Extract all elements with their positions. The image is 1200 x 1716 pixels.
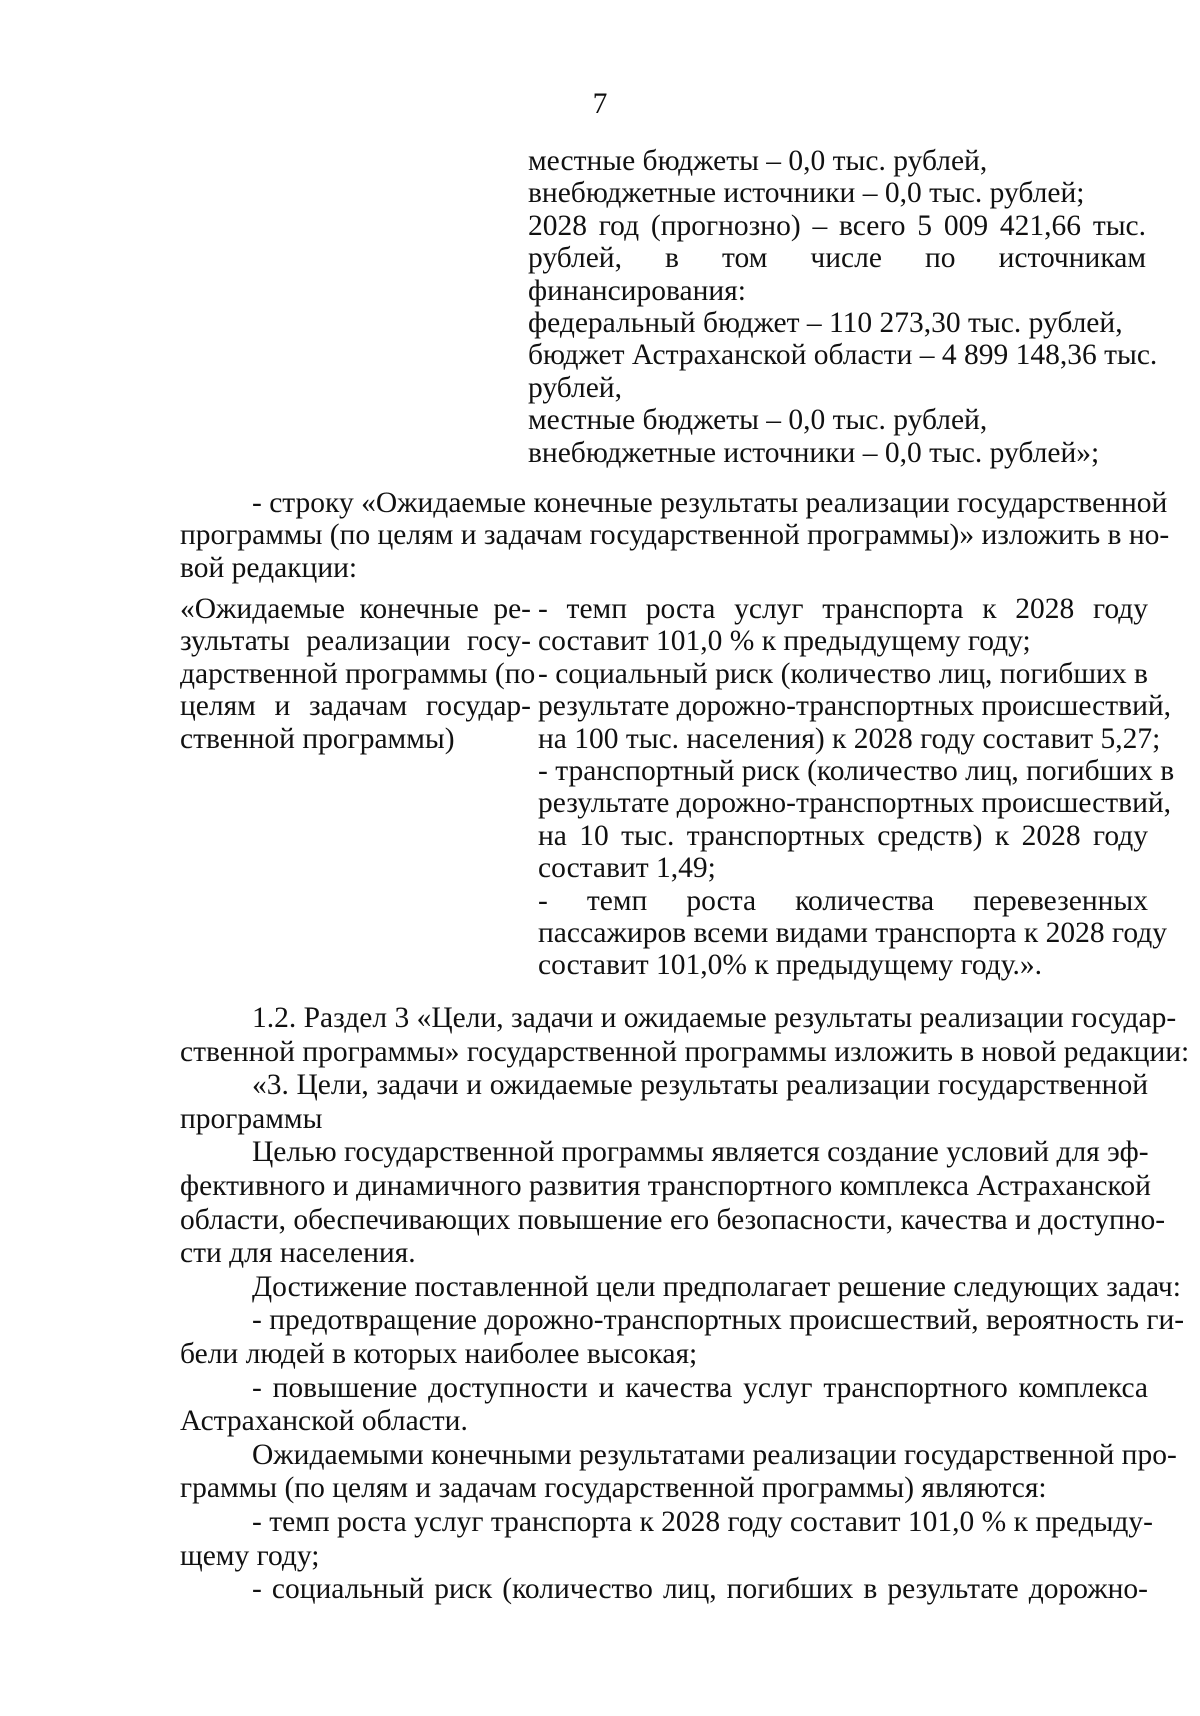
table-right-column: [538, 593, 1175, 982]
funding-line: 2028 год (прогнозно) – всего 5 009 421,66 тыс.: [528, 209, 1146, 242]
paragraph-line: «3. Цели, задачи и ожидаемые результаты реализации государственной: [252, 1069, 1148, 1102]
funding-line: местные бюджеты – 0,0 тыс. рублей,: [528, 404, 988, 437]
paragraph-line: щему году;: [180, 1539, 320, 1572]
table-cell-line: составит 1,49;: [538, 852, 716, 885]
table-left-column: [180, 593, 536, 755]
paragraph-line: Целью государственной программы является создание условий для эф-: [252, 1136, 1149, 1169]
paragraph-line: фективного и динамичного развития транспортного комплекса Астраханской: [180, 1169, 1151, 1202]
paragraph-line: Астраханской области.: [180, 1405, 468, 1438]
paragraph-line: граммы (по целям и задачам государственной программы) являются:: [180, 1472, 1047, 1505]
paragraph-line: 1.2. Раздел 3 «Цели, задачи и ожидаемые результаты реализации государ-: [252, 1002, 1177, 1034]
paragraph-line: сти для населения.: [180, 1237, 416, 1270]
table-cell-line: составит 101,0% к предыдущему году.».: [538, 949, 1043, 982]
table-cell-line: - социальный риск (количество лиц, погибших в: [538, 657, 1148, 690]
page-number: 7: [592, 88, 608, 120]
table-cell-line: пассажиров всеми видами транспорта к 2028 году: [538, 916, 1167, 949]
funding-line: финансирования:: [528, 274, 746, 307]
table-cell-line: составит 101,0 % к предыдущему году;: [538, 625, 1031, 658]
table-cell-line: результате дорожно-транспортных происшествий,: [538, 787, 1172, 820]
paragraph-line: - социальный риск (количество лиц, погибших в результате дорожно-: [252, 1573, 1148, 1606]
funding-line: рублей, в том числе по источникам: [528, 242, 1146, 275]
funding-sources-block: [528, 145, 1158, 469]
table-cell-line: - транспортный риск (количество лиц, погибших в: [538, 754, 1175, 787]
paragraph-line: бели людей в которых наиболее высокая;: [180, 1337, 698, 1370]
table-cell-line: результате дорожно-транспортных происшествий,: [538, 690, 1172, 723]
table-cell-line: дарственной программы (по: [180, 657, 536, 690]
paragraph-line: - строку «Ожидаемые конечные результаты реализации государственной: [252, 487, 1168, 519]
funding-line: местные бюджеты – 0,0 тыс. рублей,: [528, 145, 988, 177]
amendment-intro-paragraph: [180, 487, 1170, 584]
funding-line: федеральный бюджет – 110 273,30 тыс. рублей,: [528, 306, 1123, 339]
table-cell-line: целям и задачам государ-: [180, 690, 531, 723]
paragraph-line: вой редакции:: [180, 551, 358, 584]
paragraph-line: - темп роста услуг транспорта к 2028 году составит 101,0 % к предыду-: [252, 1505, 1153, 1538]
paragraph-line: программы: [180, 1102, 323, 1135]
paragraph-line: программы (по целям и задачам государственной программы)» изложить в но-: [180, 519, 1170, 552]
paragraph-line: области, обеспечивающих повышение его безопасности, качества и доступно-: [180, 1203, 1166, 1236]
table-cell-line: зультаты реализации госу-: [180, 625, 531, 658]
funding-line: бюджет Астраханской области – 4 899 148,36 тыс.: [528, 339, 1158, 372]
paragraph-line: - повышение доступности и качества услуг транспортного комплекса: [252, 1371, 1148, 1404]
table-cell-line: - темп роста количества перевезенных: [538, 884, 1148, 917]
paragraph-line: - предотвращение дорожно-транспортных происшествий, вероятность ги-: [252, 1304, 1185, 1337]
section-3-text: [180, 1002, 1190, 1607]
table-cell-line: на 10 тыс. транспортных средств) к 2028 году: [538, 819, 1148, 852]
paragraph-line: Ожидаемыми конечными результатами реализации государственной про-: [252, 1438, 1177, 1471]
paragraph-line: ственной программы» государственной программы изложить в новой редакции:: [180, 1035, 1190, 1068]
paragraph-line: Достижение поставленной цели предполагает решение следующих задач:: [252, 1270, 1181, 1303]
table-cell-line: «Ожидаемые конечные ре-: [180, 593, 531, 625]
funding-line: рублей,: [528, 371, 622, 404]
table-cell-line: - темп роста услуг транспорта к 2028 году: [538, 593, 1148, 625]
table-cell-line: ственной программы): [180, 722, 455, 755]
table-cell-line: на 100 тыс. населения) к 2028 году составит 5,27;: [538, 722, 1161, 755]
funding-line: внебюджетные источники – 0,0 тыс. рублей;: [528, 177, 1085, 210]
funding-line: внебюджетные источники – 0,0 тыс. рублей»;: [528, 436, 1100, 469]
